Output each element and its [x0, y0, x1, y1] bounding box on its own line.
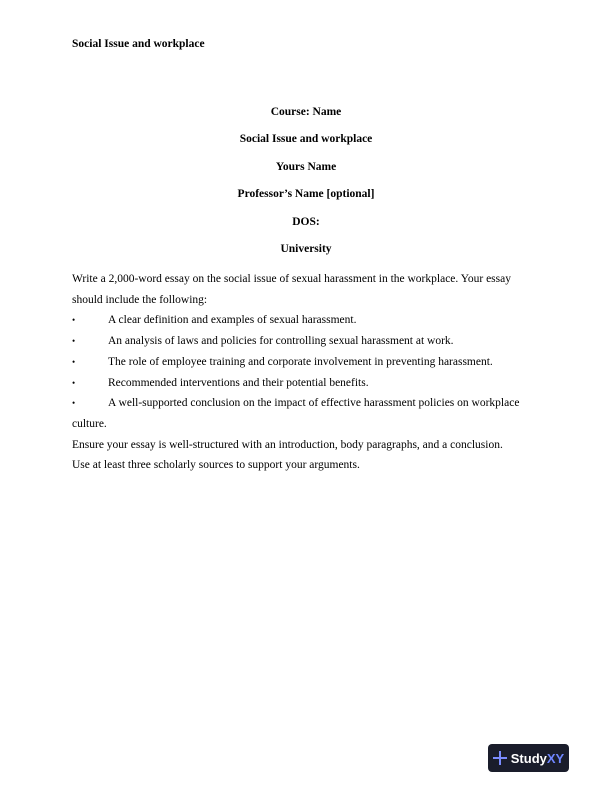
list-item	[72, 331, 542, 352]
closing-paragraph-1: Ensure your essay is well-structured with an introduction, body paragraphs, and a conclusion.	[72, 438, 503, 451]
brand-main: Study	[510, 750, 547, 766]
essay-body	[72, 269, 542, 476]
student-name: Yours Name	[275, 160, 337, 173]
list-item-continuation: culture.	[72, 417, 107, 430]
studyxy-watermark	[488, 744, 569, 772]
intro-paragraph: Write a 2,000-word essay on the social issue of sexual harassment in the workplace. Your essay should include the following:	[72, 273, 511, 306]
list-item-text: A well-supported conclusion on the impact of effective harassment policies on workplace	[108, 397, 520, 410]
running-header: Social Issue and workplace	[72, 38, 205, 50]
paper-title: Social Issue and workplace	[239, 133, 373, 146]
dos-line: DOS:	[292, 215, 320, 228]
brand-accent: XY	[546, 750, 565, 766]
list-item-text: Recommended interventions and their potential benefits.	[108, 376, 369, 389]
course-line: Course: Name	[270, 106, 342, 118]
bullet-icon: •	[72, 336, 76, 347]
closing-paragraph-2: Use at least three scholarly sources to support your arguments.	[72, 459, 360, 472]
list-item	[72, 352, 542, 373]
list-item-text: An analysis of laws and policies for controlling sexual harassment at work.	[108, 335, 454, 348]
title-block	[0, 104, 612, 268]
bullet-icon: •	[72, 398, 76, 409]
list-item-text: A clear definition and examples of sexual harassment.	[108, 314, 357, 327]
list-item-text: The role of employee training and corporate involvement in preventing harassment.	[108, 355, 493, 368]
watermark-text	[511, 751, 564, 766]
list-item	[72, 393, 542, 434]
university-line: University	[280, 242, 332, 255]
bullet-icon: •	[72, 315, 76, 326]
bullet-icon: •	[72, 377, 76, 388]
plus-icon	[493, 751, 507, 765]
list-item	[72, 310, 542, 331]
bullet-icon: •	[72, 356, 76, 367]
requirements-list	[72, 310, 542, 434]
professor-name: Professor’s Name [optional]	[237, 188, 375, 201]
list-item	[72, 373, 542, 394]
